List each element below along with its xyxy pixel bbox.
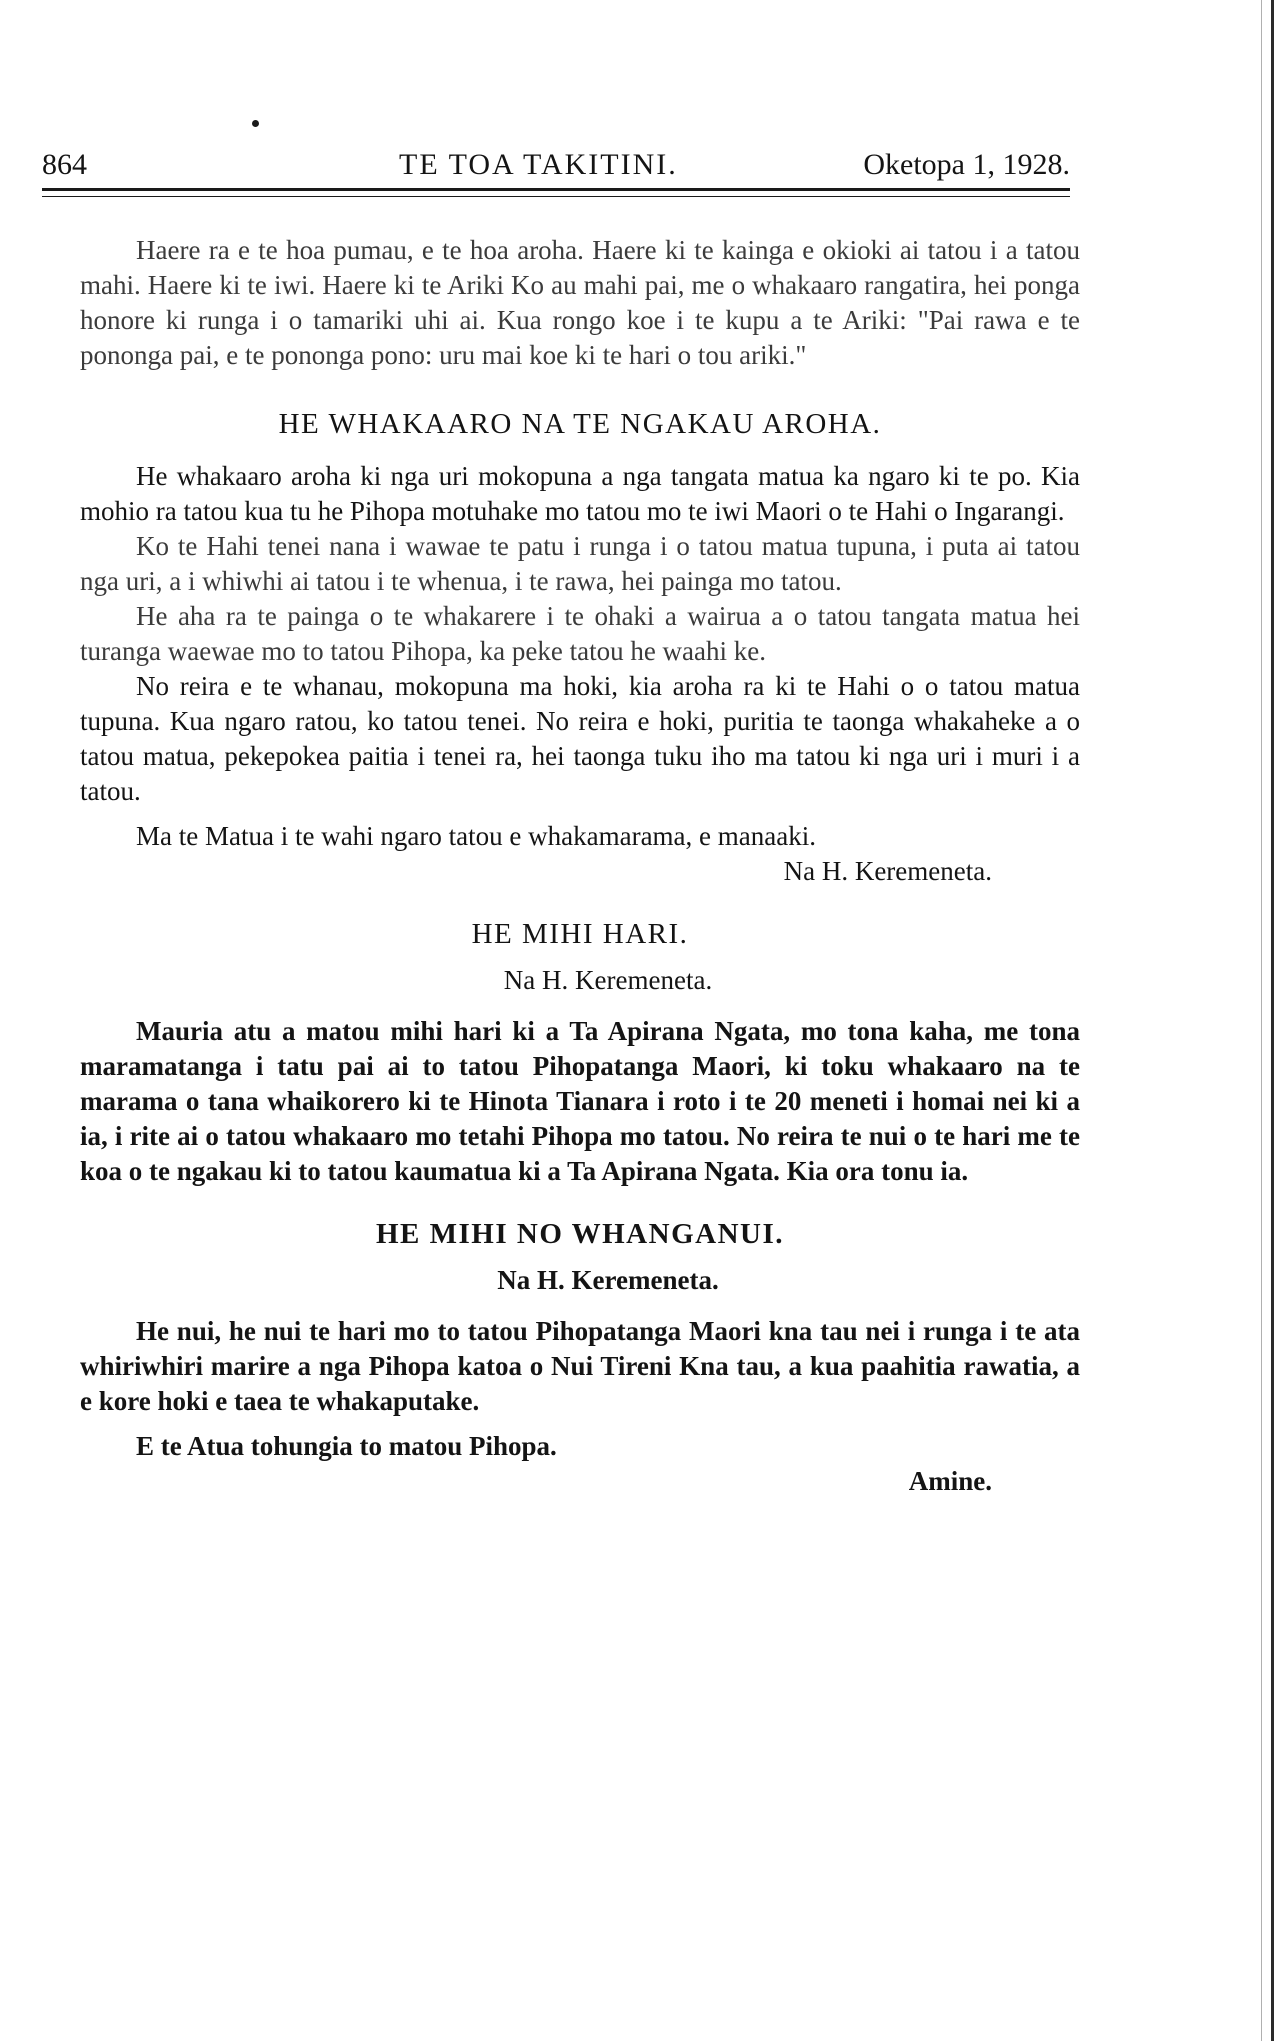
page-edge-shadow bbox=[1261, 0, 1262, 2041]
section-heading-whanganui: HE MIHI NO WHANGANUI. bbox=[376, 1218, 784, 1250]
section3-body bbox=[80, 1263, 1080, 1464]
running-header bbox=[42, 148, 1070, 188]
header-rule-thin bbox=[42, 196, 1070, 197]
section3-closing: E te Atua tohungia to matou Pihopa. bbox=[136, 1431, 557, 1461]
amen-line: Amine. bbox=[908, 1466, 992, 1496]
section1-paragraph-3: He aha ra te painga o te whakarere i te ohaki a wairua a o tatou tangata matua hei turanga waewae mo to tatou Pihopa, ka peke tatou he waahi ke. bbox=[80, 601, 1080, 666]
section1-paragraph-4: No reira e te whanau, mokopuna ma hoki, kia aroha ra ki te Hahi o o tatou matua tupuna. Kua ngaro ratou, ko tatou tenei. No reira e hoki, puritia te taonga whakaheke a o tatou matua, pekepokea paitia i tenei ra, hei taonga tuku iho ma tatou ki nga uri i muri i a tatou. bbox=[80, 671, 1080, 806]
page-edge-binding bbox=[1271, 0, 1274, 2041]
page-content bbox=[80, 233, 1080, 1499]
section2-byline: Na H. Keremeneta. bbox=[503, 965, 713, 995]
publication-title: TE TOA TAKITINI. bbox=[399, 148, 678, 181]
section-heading-whakaaro: HE WHAKAARO NA TE NGAKAU AROHA. bbox=[278, 408, 882, 440]
intro-paragraph: Haere ra e te hoa pumau, e te hoa aroha. Haere ki te kainga e okioki ai tatou i a tatou mahi. Haere ki te iwi. Haere ki te Ariki Ko au mahi pai, me o whakaaro rangatira, hei ponga honore ki runga i o tamariki uhi ai. Kua rongo koe i te kupu a te Ariki: "Pai rawa e te pononga pai, e te pononga pono: uru mai koe ki te hari o tou ariki." bbox=[80, 235, 1080, 370]
section1-paragraph-2: Ko te Hahi tenei nana i wawae te patu i runga i o tatou matua tupuna, i puta ai tatou nga uri, a i whiwhi ai tatou i te whenua, i te rawa, hei painga mo tatou. bbox=[80, 531, 1080, 596]
section2-paragraph: Mauria atu a matou mihi hari ki a Ta Apirana Ngata, mo tona kaha, me tona maramatanga i tatu pai ai to tatou Pihopatanga Maori, ki toku whakaaro na te marama o tana whaikorero ki te Hinota Tianara i roto i te 20 meneti i homai nei ki a ia, i rite ai o tatou whakaaro mo tetahi Pihopa mo tatou. No reira te nui o te hari me te koa o te ngakau ki to tatou kaumatua ki a Ta Apirana Ngata. Kia ora tonu ia. bbox=[80, 1016, 1080, 1186]
section1-signature: Na H. Keremeneta. bbox=[783, 856, 992, 886]
header-rule-thick bbox=[42, 188, 1070, 191]
section3-paragraph: He nui, he nui te hari mo to tatou Pihopatanga Maori kna tau nei i runga i te ata whiriwhiri marire a nga Pihopa katoa o Nui Tireni Kna tau, a kua paahitia rawatia, a e kore hoki e taea te whakaputake. bbox=[80, 1316, 1080, 1416]
section3-byline: Na H. Keremeneta. bbox=[497, 1265, 719, 1295]
page-number: 864 bbox=[42, 148, 87, 181]
issue-date: Oketopa 1, 1928. bbox=[863, 148, 1070, 181]
section1-paragraph-1: He whakaaro aroha ki nga uri mokopuna a nga tangata matua ka ngaro ki te po. Kia mohio ra tatou kua tu he Pihopa motuhake mo tatou mo te iwi Maori o te Hahi o Ingarangi. bbox=[80, 461, 1080, 526]
section-heading-mihi-hari: HE MIHI HARI. bbox=[471, 918, 689, 950]
section1-paragraph-5: Ma te Matua i te wahi ngaro tatou e whakamarama, e manaaki. bbox=[136, 821, 816, 851]
section2-body bbox=[80, 1014, 1080, 1189]
ink-dot bbox=[252, 120, 259, 127]
